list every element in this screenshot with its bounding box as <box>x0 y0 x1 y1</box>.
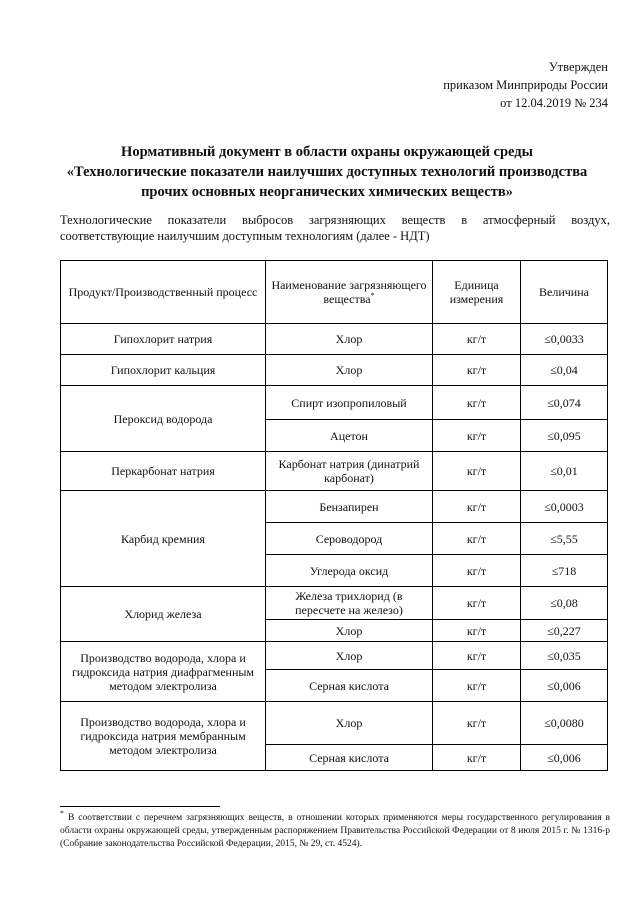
cell-value: ≤0,01 <box>521 452 608 491</box>
header-unit: Единица измерения <box>433 261 521 324</box>
cell-unit: кг/т <box>433 523 521 555</box>
table-body <box>61 324 608 771</box>
cell-pollutant: Серная кислота <box>266 670 433 702</box>
cell-pollutant: Железа трихлорид (в пересчете на железо) <box>266 587 433 620</box>
cell-unit: кг/т <box>433 452 521 491</box>
title-line-1: Нормативный документ в области охраны окружающей среды <box>121 144 533 160</box>
footnote-text: В соответствии с перечнем загрязняющих веществ, в отношении которых применяются меры государственного регулирования в области охраны окружающей среды, утвержденным распоряжением Правительства Российской Федерации от 8 июля 2015 г. № 1316-р (Собрание законодательства Российской Федерации, 2015, № 29, ст. 4524). <box>60 813 610 849</box>
cell-pollutant: Хлор <box>266 620 433 642</box>
cell-value: ≤0,074 <box>521 386 608 420</box>
cell-value: ≤5,55 <box>521 523 608 555</box>
table-row <box>61 642 608 670</box>
cell-product: Гипохлорит натрия <box>61 324 266 355</box>
cell-pollutant: Хлор <box>266 642 433 670</box>
cell-unit: кг/т <box>433 324 521 355</box>
table-row <box>61 386 608 420</box>
table-row <box>61 324 608 355</box>
header-value: Величина <box>521 261 608 324</box>
cell-pollutant: Сероводород <box>266 523 433 555</box>
footnote-divider <box>60 806 220 807</box>
cell-pollutant: Ацетон <box>266 420 433 452</box>
cell-value: ≤0,08 <box>521 587 608 620</box>
cell-unit: кг/т <box>433 670 521 702</box>
approval-block <box>348 58 608 112</box>
header-product: Продукт/Производственный процесс <box>61 261 266 324</box>
cell-product: Пероксид водорода <box>61 386 266 452</box>
cell-product: Гипохлорит кальция <box>61 355 266 386</box>
document-title <box>40 142 614 202</box>
cell-value: ≤0,0080 <box>521 702 608 745</box>
approval-line-2: приказом Минприроды России <box>443 78 608 92</box>
intro-line-2: соответствующие наилучшим доступным технологиям (далее - НДТ) <box>60 229 430 243</box>
cell-unit: кг/т <box>433 587 521 620</box>
table-row <box>61 452 608 491</box>
cell-value: ≤0,04 <box>521 355 608 386</box>
cell-unit: кг/т <box>433 555 521 587</box>
cell-value: ≤0,006 <box>521 670 608 702</box>
cell-product: Карбид кремния <box>61 491 266 587</box>
table-row <box>61 702 608 745</box>
cell-pollutant: Хлор <box>266 702 433 745</box>
cell-pollutant: Хлор <box>266 355 433 386</box>
cell-pollutant: Спирт изопропиловый <box>266 386 433 420</box>
footnote <box>60 808 610 851</box>
cell-value: ≤0,095 <box>521 420 608 452</box>
cell-pollutant: Бензапирен <box>266 491 433 523</box>
cell-value: ≤0,006 <box>521 745 608 771</box>
cell-pollutant: Карбонат натрия (динатрий карбонат) <box>266 452 433 491</box>
table-row <box>61 587 608 620</box>
cell-value: ≤718 <box>521 555 608 587</box>
cell-product: Перкарбонат натрия <box>61 452 266 491</box>
cell-value: ≤0,035 <box>521 642 608 670</box>
indicators-table <box>60 260 608 771</box>
cell-unit: кг/т <box>433 702 521 745</box>
cell-unit: кг/т <box>433 355 521 386</box>
cell-unit: кг/т <box>433 745 521 771</box>
table-row <box>61 491 608 523</box>
cell-value: ≤0,0033 <box>521 324 608 355</box>
footnote-mark: * <box>60 808 64 818</box>
cell-unit: кг/т <box>433 491 521 523</box>
footnote-marker: * <box>370 291 375 300</box>
cell-unit: кг/т <box>433 420 521 452</box>
approval-line-1: Утвержден <box>548 60 608 74</box>
cell-pollutant: Хлор <box>266 324 433 355</box>
cell-unit: кг/т <box>433 620 521 642</box>
table-row <box>61 355 608 386</box>
cell-pollutant: Серная кислота <box>266 745 433 771</box>
cell-value: ≤0,227 <box>521 620 608 642</box>
title-line-3: прочих основных неорганических химических веществ» <box>141 184 513 200</box>
cell-product: Производство водорода, хлора и гидроксида натрия диафрагменным методом электролиза <box>61 642 266 702</box>
header-pollutant: Наименование загрязняющего вещества* <box>266 261 433 324</box>
cell-pollutant: Углерода оксид <box>266 555 433 587</box>
cell-value: ≤0,0003 <box>521 491 608 523</box>
intro-paragraph <box>60 212 610 244</box>
cell-product: Хлорид железа <box>61 587 266 642</box>
intro-line-1: Технологические показатели выбросов загрязняющих веществ в атмосферный воздух, <box>60 213 610 227</box>
approval-line-3: от 12.04.2019 № 234 <box>500 96 608 110</box>
cell-unit: кг/т <box>433 386 521 420</box>
cell-unit: кг/т <box>433 642 521 670</box>
title-line-2: «Технологические показатели наилучших доступных технологий производства <box>66 164 588 180</box>
cell-product: Производство водорода, хлора и гидроксида натрия мембранным методом электролиза <box>61 702 266 771</box>
table-header-row <box>61 261 608 324</box>
